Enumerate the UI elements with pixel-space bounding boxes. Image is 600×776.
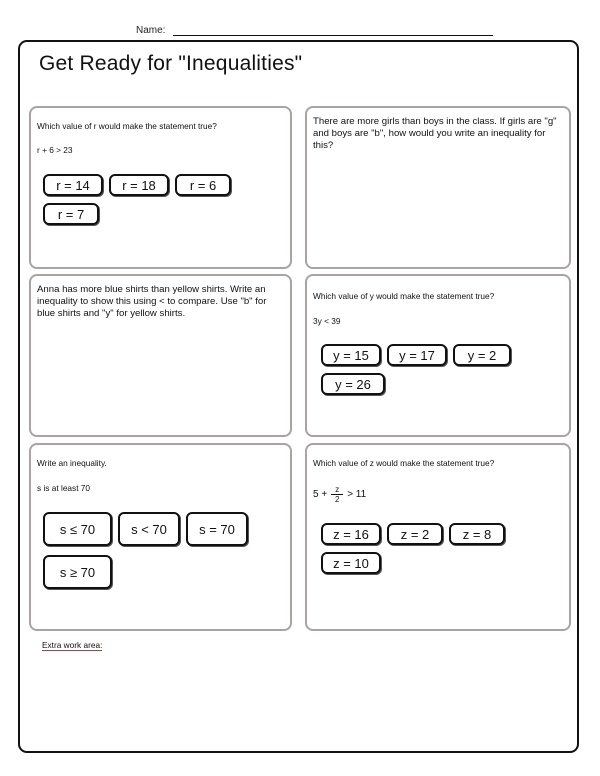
answer-choice[interactable]: r = 7: [43, 203, 99, 225]
answer-choice[interactable]: y = 26: [321, 373, 385, 395]
question-text: There are more girls than boys in the class. If girls are "g" and boys are "b", how would you write an inequality for this?: [313, 116, 557, 151]
answer-choice[interactable]: r = 6: [175, 174, 231, 196]
answer-choice[interactable]: z = 16: [321, 523, 381, 545]
question-prompt: Which value of z would make the statement true?: [313, 458, 495, 468]
fraction: [331, 485, 343, 504]
page-title: Get Ready for "Inequalities": [39, 52, 303, 75]
fraction-denominator: 2: [334, 495, 340, 504]
question-card-2: [305, 106, 571, 269]
answer-choices: [43, 512, 282, 589]
extra-work-area-label: Extra work area:: [42, 640, 103, 650]
answer-choice[interactable]: y = 15: [321, 344, 381, 366]
answer-choices: [321, 523, 561, 574]
answer-choice[interactable]: s ≤ 70: [43, 512, 112, 546]
question-prompt: Which value of y would make the statement true?: [313, 291, 495, 301]
answer-choice[interactable]: y = 17: [387, 344, 447, 366]
answer-choice[interactable]: r = 18: [109, 174, 169, 196]
expression-suffix: > 11: [347, 489, 367, 500]
question-card-6: [305, 443, 571, 631]
question-expression: r + 6 > 23: [37, 145, 73, 155]
fraction-numerator: z: [331, 485, 343, 495]
question-expression: [313, 485, 366, 504]
name-input-line[interactable]: [173, 35, 493, 36]
answer-choices: [43, 174, 282, 225]
question-card-3: [29, 274, 292, 437]
answer-choice[interactable]: y = 2: [453, 344, 511, 366]
name-row: [0, 25, 600, 39]
answer-choice[interactable]: s ≥ 70: [43, 555, 112, 589]
question-card-4: [305, 274, 571, 437]
answer-choice[interactable]: z = 8: [449, 523, 505, 545]
name-label: Name:: [136, 25, 166, 36]
answer-choice[interactable]: s = 70: [186, 512, 248, 546]
question-expression: s is at least 70: [37, 483, 91, 493]
answer-choice[interactable]: z = 2: [387, 523, 443, 545]
question-card-1: [29, 106, 292, 269]
question-card-5: [29, 443, 292, 631]
expression-prefix: 5 +: [313, 489, 328, 500]
question-prompt: Write an inequality.: [37, 458, 107, 468]
answer-choice[interactable]: r = 14: [43, 174, 103, 196]
answer-choices: [321, 344, 561, 395]
question-expression: 3y < 39: [313, 316, 341, 326]
question-prompt: Which value of r would make the statement true?: [37, 121, 217, 131]
answer-choice[interactable]: s < 70: [118, 512, 180, 546]
question-text: Anna has more blue shirts than yellow shirts. Write an inequality to show this using < to compare. Use "b" for blue shirts and "y" for yellow shirts.: [37, 284, 267, 319]
answer-choice[interactable]: z = 10: [321, 552, 381, 574]
